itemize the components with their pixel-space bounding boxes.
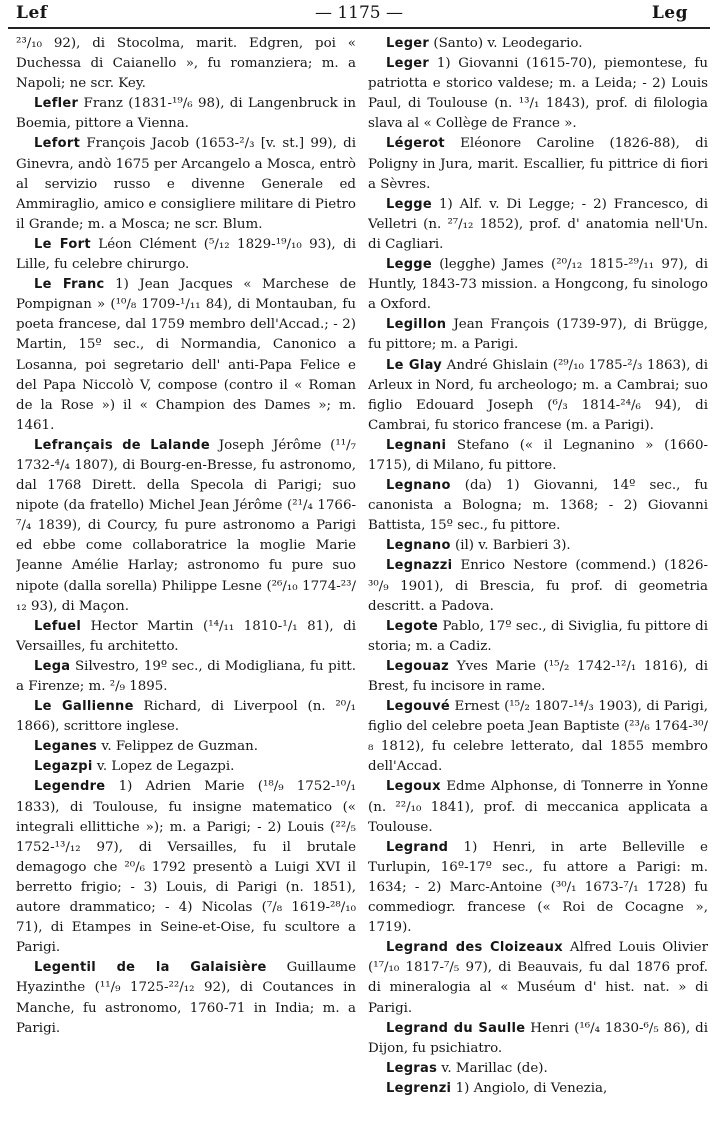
dictionary-entry: [16, 436, 356, 617]
entry-headword: Lega: [34, 658, 71, 674]
dictionary-entry: [368, 436, 708, 476]
entry-headword: Lefuel: [34, 618, 82, 634]
entry-text: 1) Adrien Marie (¹⁸/₉ 1752-¹⁰/₁ 1833), di Toulouse, fu insigne matematico (« integrali ellittiche »); m. a Parigi; - 2) Louis (²²/₅ 1752-¹³/₁₂ 97), di Versailles, fu il brutale demagogo che ²⁰/₆ 1792 presentò a Luigi XVI il berretto frigio; - 3) Louis, di Parigi (n. 1851), autore drammatico; - 4) Nicolas (⁷/₈ 1619-²⁸/₁₀ 71), di Etampes in Seine-et-Oise, fu scultore a Parigi.: [16, 779, 356, 956]
entry-text: 1) Giovanni (1615-70), piemontese, fu patriotta e storico valdese; m. a Leida; - 2) Louis Paul, di Toulouse (n. ¹³/₁ 1843), prof. di filologia slava al « Collège de France ».: [368, 56, 708, 132]
entry-headword: Legnano: [386, 538, 451, 554]
header-rule: [8, 27, 710, 29]
dictionary-entry: [16, 94, 356, 134]
entry-headword: Le Gallienne: [34, 699, 134, 715]
entry-text: Léon Clément (⁵/₁₂ 1829-¹⁹/₁₀ 93), di Lille, fu celebre chirurgo.: [16, 236, 356, 273]
entry-headword: Le Fort: [34, 236, 91, 252]
entry-text: Hector Martin (¹⁴/₁₁ 1810-¹/₁ 81), di Versailles, fu architetto.: [16, 618, 356, 654]
entry-text: Ernest (¹⁵/₂ 1807-¹⁴/₃ 1903), di Parigi, figlio del celebre poeta Jean Baptiste (²³/₆ 1764-³⁰/₈ 1812), fu celebre letterato, dal 1855 membro dell'Accad.: [368, 699, 708, 775]
entry-headword: Legge: [386, 257, 433, 273]
dictionary-entry: [368, 34, 708, 54]
entry-headword: Le Glay: [386, 357, 443, 373]
entry-headword: Legnano: [386, 478, 451, 494]
entry-text: Jean François (1739-97), di Brügge, fu pittore; m. a Parigi.: [368, 317, 708, 353]
entry-text: Pablo, 17º sec., di Siviglia, fu pittore di storia; m. a Cadiz.: [368, 618, 708, 654]
dictionary-entry: [16, 657, 356, 697]
entry-headword: Legrand des Cloizeaux: [386, 940, 563, 956]
page-header: [0, 0, 718, 30]
dictionary-entry: [368, 54, 708, 134]
dictionary-entry: [16, 134, 356, 234]
dictionary-entry: [16, 34, 356, 94]
entry-headword: Legendre: [34, 779, 106, 795]
left-column: [16, 34, 356, 1130]
entry-text: André Ghislain (²⁹/₁₀ 1785-²/₃ 1863), di Arleux in Nord, fu archeologo; m. a Cambrai; suo figlio Edouard Joseph (⁶/₃ 1814-²⁴/₆ 94), di Cambrai, fu storico francese (m. a Parigi).: [368, 357, 708, 433]
entry-text: Alfred Louis Olivier (¹⁷/₁₀ 1817-⁷/₅ 97), di Beauvais, fu dal 1876 prof. di mineralogia al « Muséum d' hist. nat. » di Parigi.: [368, 940, 708, 1016]
entry-text: 1) Alf. v. Di Legge; - 2) Francesco, di Velletri (n. ²⁷/₁₂ 1852), prof. d' anatomia nell'Un. di Cagliari.: [368, 196, 708, 252]
entry-text: Joseph Jérôme (¹¹/₇ 1732-⁴/₄ 1807), di Bourg-en-Bresse, fu astronomo, dal 1768 Dirett. della Specola di Parigi; suo nipote (da fratello) Michel Jean Jérôme (²¹/₄ 1766-⁷/₄ 1839), di Courcy, fu pure astronomo a Parigi ed ebbe come collaboratrice la moglie Marie Jeanne Amélie Harlay; astronomo fu pure suo nipote (dalla sorella) Philippe Lesne (²⁶/₁₀ 1774-²³/₁₂ 93), di Maçon.: [16, 437, 356, 614]
entry-headword: Legrenzi: [386, 1080, 452, 1096]
entry-headword: Legouaz: [386, 658, 450, 674]
entry-headword: Legrand: [386, 839, 449, 855]
entry-text: v. Felippez de Guzman.: [97, 739, 258, 755]
header-right-word: Leg: [651, 3, 688, 23]
dictionary-entry: [16, 958, 356, 1038]
dictionary-entry: [16, 617, 356, 657]
dictionary-entry: [16, 737, 356, 757]
dictionary-entry: [368, 1059, 708, 1079]
entry-headword: Legote: [386, 618, 439, 634]
entry-headword: Leger: [386, 56, 430, 72]
entry-text: 1) Henri, in arte Belleville e Turlupin, 16º-17º sec., fu attore a Parigi: m. 1634; - 2) Marc-Antoine (³⁰/₁ 1673-⁷/₁ 1728) fu commediogr. francese (« Roi de Cocagne », 1719).: [368, 839, 708, 936]
dictionary-entry: [368, 617, 708, 657]
entry-text: Eléonore Caroline (1826-88), di Poligny in Jura, marit. Escallier, fu pittrice di fiori a Sèvres.: [368, 136, 708, 192]
entry-headword: Légerot: [386, 136, 445, 152]
dictionary-entry: [16, 777, 356, 958]
entry-headword: Legnani: [386, 437, 447, 453]
dictionary-entry: [16, 275, 356, 436]
dictionary-entry: [368, 657, 708, 697]
entry-text: (legghe) James (²⁰/₁₂ 1815-²⁹/₁₁ 97), di Huntly, 1843-73 mission. a Hongcong, fu sinologo a Oxford.: [368, 257, 708, 313]
entry-text: Franz (1831-¹⁹/₆ 98), di Langenbruck in Boemia, pittore a Vienna.: [16, 96, 356, 132]
entry-headword: Legnazzi: [386, 558, 453, 574]
dictionary-entry: [16, 757, 356, 777]
dictionary-entry: [368, 938, 708, 1018]
entry-text: (Santo) v. Leodegario.: [429, 36, 583, 51]
entry-text: 1) Angiolo, di Venezia,: [451, 1080, 608, 1096]
entry-headword: Leger: [386, 36, 430, 51]
entry-headword: Lefrançais de Lalande: [34, 437, 211, 453]
dictionary-entry: [368, 556, 708, 616]
dictionary-entry: [368, 777, 708, 837]
entry-text: v. Lopez de Legazpi.: [92, 759, 235, 775]
entry-headword: Legrand du Saulle: [386, 1020, 526, 1036]
entry-text: Henri (¹⁶/₄ 1830-⁶/₅ 86), di Dijon, fu psichiatro.: [368, 1020, 708, 1056]
page-number: — 1175 —: [314, 3, 404, 23]
header-left-word: Lef: [16, 3, 48, 23]
entry-headword: Legouvé: [386, 699, 450, 715]
entry-text: Yves Marie (¹⁵/₂ 1742-¹²/₁ 1816), di Brest, fu incisore in rame.: [368, 658, 708, 694]
dictionary-entry: [368, 195, 708, 255]
right-column: [368, 34, 708, 1130]
entry-headword: Legazpi: [34, 759, 93, 775]
dictionary-entry: [368, 697, 708, 777]
dictionary-entry: [368, 255, 708, 315]
entry-text: Silvestro, 19º sec., di Modigliana, fu pitt. a Firenze; m. ²/₉ 1895.: [16, 658, 356, 694]
entry-text: Guillaume Hyazinthe (¹¹/₉ 1725-²²/₁₂ 92), di Coutances in Manche, fu astronomo, 1760-71 in India; m. a Parigi.: [16, 960, 356, 1036]
dictionary-entry: [368, 315, 708, 355]
dictionary-entry: [368, 838, 708, 938]
entry-text: Edme Alphonse, di Tonnerre in Yonne (n. ²²/₁₀ 1841), prof. di meccanica applicata a Toulouse.: [368, 779, 708, 835]
entry-text: (il) v. Barbieri 3).: [450, 538, 571, 554]
dictionary-entry: [16, 235, 356, 275]
dictionary-entry: [368, 356, 708, 436]
dictionary-entry: [368, 1019, 708, 1059]
dictionary-entry: [16, 697, 356, 737]
entry-headword: Lefler: [34, 96, 79, 112]
entry-text: Stefano (« il Legnanino » (1660-1715), di Milano, fu pittore.: [368, 437, 708, 473]
dictionary-entry: [368, 1079, 708, 1099]
entry-headword: Legillon: [386, 317, 447, 333]
entry-text: ²³/₁₀ 92), di Stocolma, marit. Edgren, poi « Duchessa di Caianello », fu romanziera; m. a Napoli; ne scr. Key.: [16, 36, 356, 92]
entry-headword: Le Franc: [34, 277, 105, 293]
dictionary-entry: [368, 536, 708, 556]
dictionary-entry: [368, 134, 708, 194]
entry-headword: Legentil de la Galaisière: [34, 960, 267, 976]
entry-text: v. Marillac (de).: [437, 1060, 548, 1076]
dictionary-entry: [368, 476, 708, 536]
entry-headword: Lefort: [34, 136, 81, 152]
entry-headword: Legoux: [386, 779, 441, 795]
entry-text: Enrico Nestore (commend.) (1826-³⁰/₉ 1901), di Brescia, fu prof. di geometria descritt. a Padova.: [368, 558, 708, 614]
entry-headword: Legras: [386, 1060, 438, 1076]
entry-text: (da) 1) Giovanni, 14º sec., fu canonista a Bologna; m. 1368; - 2) Giovanni Battista, 15º sec., fu pittore.: [368, 478, 708, 534]
entry-headword: Leganes: [34, 739, 98, 755]
entry-text: 1) Jean Jacques « Marchese de Pompignan » (¹⁰/₈ 1709-¹/₁₁ 84), di Montauban, fu poeta francese, dal 1759 membro dell'Accad.; - 2) Martin, 15º sec., di Normandia, Canonico a Losanna, poi segretario dell' anti-Papa Felice e del Papa Niccolò V, compose (contro il « Roman de la Rose ») il « Champion des Dames »; m. 1461.: [16, 277, 356, 433]
entry-headword: Legge: [386, 196, 433, 212]
entry-text: Richard, di Liverpool (n. ²⁰/₁ 1866), scrittore inglese.: [16, 699, 356, 735]
entry-text: François Jacob (1653-²/₃ [v. st.] 99), di Ginevra, andò 1675 per Arcangelo a Mosca, entrò al servizio russo e divenne Generale ed Ammiraglio, amico e consigliere militare di Pietro il Grande; m. a Mosca; ne scr. Blum.: [16, 136, 356, 232]
